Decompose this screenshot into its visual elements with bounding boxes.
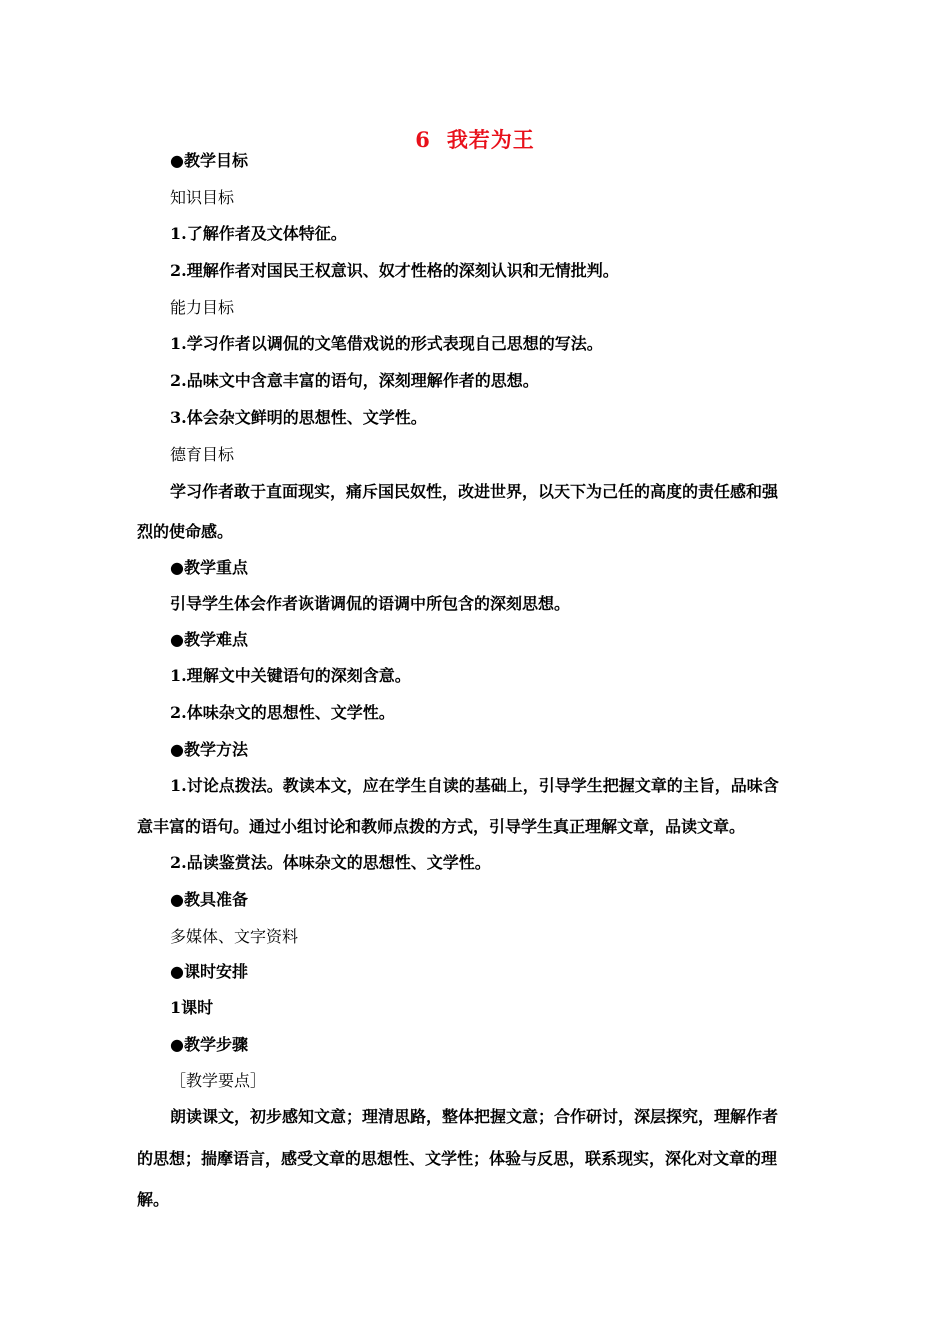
subheading-moral: 德育目标 [170,445,235,464]
paragraph-line: 引导学生体会作者诙谐调侃的语调中所包含的深刻思想。 [170,594,571,613]
list-item: 1.了解作者及文体特征。 [170,224,347,243]
paragraph-line: 意丰富的语句。通过小组讨论和教师点拨的方式，引导学生真正理解文章，品读文章。 [137,817,746,836]
paragraph-line: 朗读课文，初步感知文意；理清思路，整体把握文意；合作研讨，深层探究，理解作者 [170,1107,779,1126]
section-heading-schedule: ●课时安排 [170,962,248,981]
lesson-title: 我若为王 [446,127,535,152]
section-heading-materials: ●教具准备 [170,890,248,909]
paragraph-line: 多媒体、文字资料 [170,927,299,946]
list-item: 2.品味文中含意丰富的语句，深刻理解作者的思想。 [170,371,539,390]
section-heading-difficulties: ●教学难点 [170,630,248,649]
paragraph-line: 烈的使命感。 [137,522,234,541]
section-heading-key-points: ●教学重点 [170,558,248,577]
section-heading-steps: ●教学步骤 [170,1035,248,1054]
list-item: 1.理解文中关键语句的深刻含意。 [170,666,411,685]
subheading-knowledge: 知识目标 [170,188,235,207]
paragraph-line: 学习作者敢于直面现实，痛斥国民奴性，改进世界，以天下为己任的高度的责任感和强 [170,482,779,501]
list-item: 2.体味杂文的思想性、文学性。 [170,703,395,722]
list-item: 2.理解作者对国民王权意识、奴才性格的深刻认识和无情批判。 [170,261,619,280]
paragraph-line: 1课时 [170,998,214,1017]
subheading-key-points: ［教学要点］ [170,1071,267,1090]
section-heading-methods: ●教学方法 [170,740,248,759]
section-heading-objectives: ●教学目标 [170,151,248,170]
list-item: 3.体会杂文鲜明的思想性、文学性。 [170,408,427,427]
subheading-ability: 能力目标 [170,298,235,317]
list-item: 1.学习作者以调侃的文笔借戏说的形式表现自己思想的写法。 [170,334,603,353]
paragraph-line: 解。 [137,1190,170,1209]
list-item: 2.品读鉴赏法。体味杂文的思想性、文学性。 [170,853,491,872]
lesson-number: 6 [415,127,431,152]
paragraph-line: 的思想；揣摩语言，感受文章的思想性、文学性；体验与反思，联系现实，深化对文章的理 [137,1149,778,1168]
paragraph-line: 1.讨论点拨法。教读本文，应在学生自读的基础上，引导学生把握文章的主旨，品味含 [170,776,779,795]
